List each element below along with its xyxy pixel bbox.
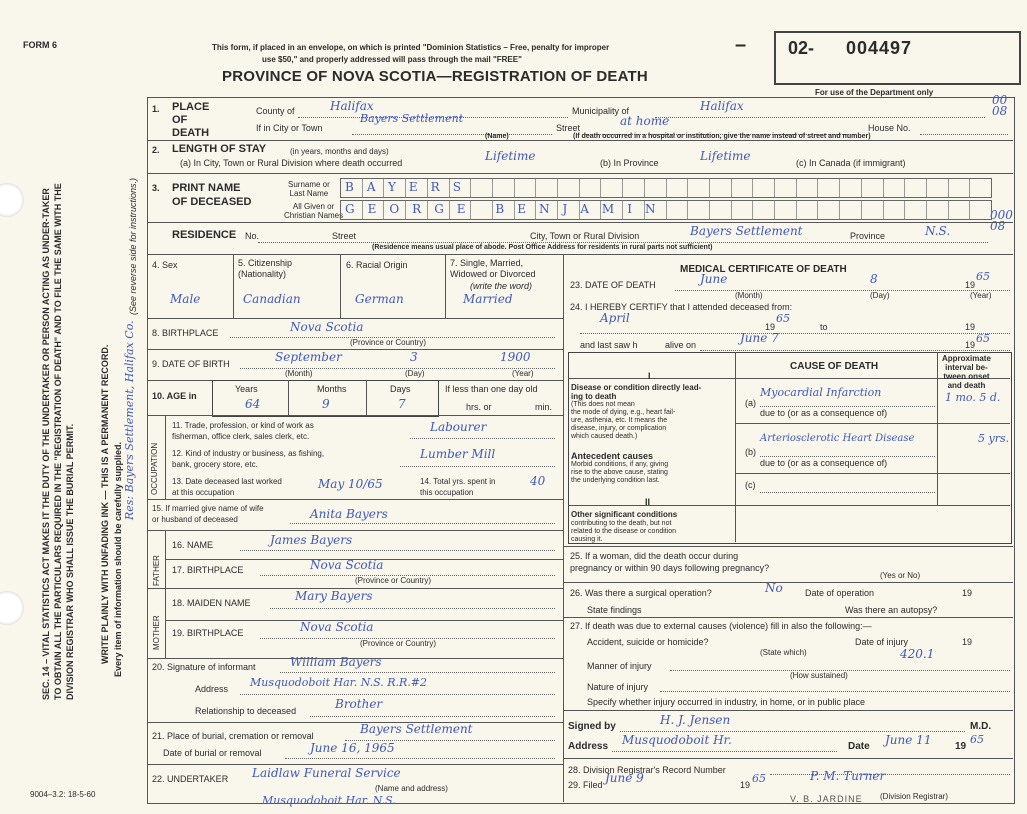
disease-note: (This does not mean the mode of dying, e.g., heart fail- ure, asthenia, etc. It means the disease, injury, or complication which caused death.) — [571, 401, 676, 440]
see-reverse-text: (See reverse side for instructions.) — [128, 177, 138, 315]
q22-value-2: Musquodoboit Har. N.S. — [262, 794, 396, 807]
registration-number-box — [774, 31, 1021, 85]
death-month-caption: (Month) — [735, 291, 763, 300]
q17-label: 17. BIRTHPLACE — [172, 565, 244, 575]
marital-value: Married — [463, 292, 513, 306]
signed-year: 65 — [970, 733, 984, 746]
cause-b-label: (b) — [745, 447, 756, 457]
q17-value: Nova Scotia — [310, 558, 384, 572]
q26-label: 26. Was there a surgical operation? — [570, 588, 712, 598]
q19-label: 19. BIRTHPLACE — [172, 628, 244, 638]
footer-code: 9004–3.2: 18-5-60 — [30, 790, 96, 799]
q27-label: 27. If death was due to external causes (violence) fill in also the following:— — [570, 621, 872, 631]
city-town-label: If in City or Town — [256, 123, 323, 133]
nature-label: Nature of injury — [587, 682, 649, 692]
physician-address-label: Address — [568, 741, 609, 752]
q16-label: 16. NAME — [172, 540, 214, 550]
signed-year-prefix: 19 — [955, 741, 967, 752]
death-day-caption: (Day) — [870, 291, 890, 300]
q23-label: 23. DATE OF DEATH — [570, 280, 656, 290]
every-item-text: Every item of information should be carefully supplied. — [113, 441, 123, 677]
attended-from-prefix: 19 — [765, 322, 776, 332]
registrar-stamp: V. B. JARDINE — [790, 794, 863, 804]
q19-caption: (Province or Country) — [360, 639, 437, 648]
death-month: June — [700, 272, 728, 286]
q12-value: Lumber Mill — [420, 447, 496, 461]
q22-label: 22. UNDERTAKER — [152, 774, 229, 784]
signed-by-label: Signed by — [568, 721, 616, 732]
last-saw-prefix: 19 — [965, 340, 976, 350]
q13-label: 13. Date deceased last worked at this occupation — [172, 477, 282, 497]
classification-code: 420.1 — [900, 647, 935, 661]
q22-value: Laidlaw Funeral Service — [252, 766, 401, 780]
industry-label: Specify whether injury occurred in industry, in home, or in public place — [587, 697, 865, 707]
cause-title: CAUSE OF DEATH — [790, 361, 879, 372]
min-label: min. — [535, 402, 553, 412]
q18-label: 18. MAIDEN NAME — [172, 598, 251, 608]
racial-origin-label: 6. Racial Origin — [346, 260, 408, 270]
signed-date-label: Date — [848, 741, 870, 752]
date-injury-label: Date of injury — [855, 637, 909, 647]
death-year: 65 — [976, 270, 990, 283]
municipality-label: Municipality of — [572, 106, 630, 116]
q18-value: Mary Bayers — [295, 589, 373, 603]
age-years-label: Years — [235, 384, 258, 394]
sex-label: 4. Sex — [152, 260, 178, 270]
q24-label: 24. I HEREBY CERTIFY that I attended deceased from: — [570, 302, 793, 312]
department-code-1: 00 08 — [992, 93, 1008, 118]
sex-value: Male — [170, 292, 201, 306]
age-label: 10. AGE in — [152, 391, 197, 401]
father-side-label: FATHER — [152, 555, 161, 586]
sec1-number: 1. — [152, 104, 160, 114]
q21-label: 21. Place of burial, cremation or removal — [152, 731, 314, 741]
dob-month: September — [275, 350, 342, 364]
residence-province-value: N.S. — [925, 224, 951, 238]
state-findings-label: State findings — [587, 605, 642, 615]
write-plainly-text: WRITE PLAINLY WITH UNFADING INK — THIS IS A PERMANENT RECORD. — [100, 344, 110, 664]
birthplace-value: Nova Scotia — [290, 320, 364, 334]
age-months-label: Months — [317, 384, 347, 394]
street-value: at home — [620, 114, 670, 128]
how-sustained-caption: (How sustained) — [790, 671, 848, 680]
age-months-value: 9 — [322, 397, 330, 411]
last-saw-label: and last saw h — [580, 340, 638, 350]
marital-label: 7. Single, Married, Widowed or Divorced — [450, 258, 536, 279]
other-conditions-note: contributing to the death, but not related to the disease or condition causing it. — [571, 520, 677, 543]
q29-label: 29. Filed — [568, 780, 603, 790]
other-conditions-label: Other significant conditions — [571, 510, 678, 519]
residence-city-value: Bayers Settlement — [690, 224, 803, 238]
dash-mark: – — [735, 34, 747, 56]
informant-address-value: Musquodoboit Har. N.S. R.R.#2 — [250, 676, 428, 689]
dob-day-caption: (Day) — [405, 369, 425, 378]
q13-value: May 10/65 — [318, 477, 383, 491]
hrs-label: hrs. or — [466, 402, 492, 412]
date-injury-prefix: 19 — [962, 637, 973, 647]
q14-value: 40 — [530, 474, 546, 488]
cause-a-interval: 1 mo. 5 d. — [945, 391, 1001, 404]
residence-province-label: Province — [850, 231, 886, 241]
physician-signature: H. J. Jensen — [660, 713, 731, 727]
filed-year-prefix: 19 — [740, 780, 751, 790]
q11-label: 11. Trade, profession, or kind of work as fisherman, office clerk, sales clerk, etc. — [172, 421, 314, 441]
length-of-stay-label: LENGTH OF STAY — [172, 143, 267, 155]
dob-month-caption: (Month) — [285, 369, 313, 378]
filed-date: June 9 — [605, 771, 644, 785]
registrar-signature: P. M. Turner — [810, 769, 886, 783]
cause-a-label: (a) — [745, 398, 756, 408]
print-name-label: PRINT NAME OF DECEASED — [172, 182, 252, 208]
antecedent-label: Antecedent causes — [571, 451, 654, 461]
cause-b-value: Arteriosclerotic Heart Disease — [760, 433, 915, 444]
stay-canada-label: (c) In Canada (if immigrant) — [796, 158, 906, 168]
department-code-2: 000 08 — [990, 208, 1013, 233]
dob-label: 9. DATE OF BIRTH — [152, 359, 230, 369]
age-days-value: 7 — [398, 397, 406, 411]
interval-label: Approximate interval be- tween onset and death — [942, 354, 991, 390]
envelope-note-1: This form, if placed in an envelope, on which is printed "Dominion Statistics – Free, penalty for improper — [212, 43, 610, 52]
due-to-2: due to (or as a consequence of) — [760, 458, 888, 468]
age-years-value: 64 — [245, 397, 261, 411]
q21-value: Bayers Settlement — [360, 722, 473, 736]
residence-street-label: Street — [332, 231, 357, 241]
md-label: M.D. — [970, 721, 992, 732]
statute-text: SEC. 14 – VITAL STATISTICS ACT MAKES IT THE DUTY OF THE UNDERTAKER OR PERSON ACTING AS UNDER-TAKER TO OBTAIN ALL THE PARTICULARS REQUIRED IN THE "REGISTRATION OF DEATH" AND TO FILE THE SAME WITH THE DIVISION REGISTRAR WHO SHALL ISSUE THE BURIAL PERMIT. — [41, 183, 75, 700]
date-burial-value: June 16, 1965 — [310, 741, 395, 755]
q14-label: 14. Total yrs. spent in this occupation — [420, 477, 496, 497]
residence-note: (Residence means usual place of abode. Post Office Address for residents in rural parts not sufficient) — [372, 244, 713, 251]
hospital-note: (If death occurred in a hospital or institution, give the name instead of street and number) — [573, 133, 871, 140]
registrar-caption: (Division Registrar) — [880, 792, 949, 801]
city-town-value: Bayers Settlement — [360, 112, 464, 125]
municipality-value: Halifax — [700, 99, 744, 113]
death-day: 8 — [870, 272, 878, 286]
sec3-number: 3. — [152, 183, 160, 193]
relationship-label: Relationship to deceased — [195, 706, 297, 716]
medical-title: MEDICAL CERTIFICATE OF DEATH — [680, 264, 847, 275]
last-saw-date: June 7 — [740, 331, 779, 345]
informant-address-label: Address — [195, 684, 229, 694]
occupation-side-label: OCCUPATION — [150, 442, 159, 495]
sec2-number: 2. — [152, 145, 160, 155]
county-label: County of — [256, 106, 295, 116]
house-number-label: House No. — [868, 123, 911, 133]
q20-value: William Bayers — [290, 655, 382, 669]
residence-no-label: No. — [245, 231, 260, 241]
residence-city-label: City, Town or Rural Division — [530, 231, 640, 241]
cause-b-interval: 5 yrs. — [978, 432, 1010, 445]
given-names-value: GEORGE BENJAMIN — [345, 202, 669, 216]
q25-label: 25. If a woman, did the death occur during pregnancy or within 90 days following pregnancy? — [570, 551, 770, 573]
death-year-caption: (Year) — [970, 291, 992, 300]
street-label: Street — [556, 123, 581, 133]
q17-caption: (Province or Country) — [355, 576, 432, 585]
marital-sub: (write the word) — [470, 281, 533, 291]
name-caption: (Name) — [485, 133, 509, 140]
due-to-1: due to (or as a consequence of) — [760, 408, 888, 418]
last-saw-year: 65 — [976, 332, 990, 345]
attended-from: April — [600, 311, 630, 325]
alive-on-label: alive on — [665, 340, 697, 350]
yes-no-caption: (Yes or No) — [880, 571, 921, 580]
q19-value: Nova Scotia — [300, 620, 374, 634]
attended-to-prefix: 19 — [965, 322, 976, 332]
form-number: FORM 6 — [23, 40, 58, 50]
citizenship-value: Canadian — [243, 292, 301, 306]
attended-to-label: to — [820, 322, 828, 332]
racial-origin-value: German — [355, 292, 404, 306]
surname-label: Surname or Last Name — [288, 180, 330, 198]
length-of-stay-sub: (in years, months and days) — [290, 147, 389, 156]
filed-year: 65 — [752, 772, 766, 785]
q15-label: 15. If married give name of wife or husband of deceased — [152, 504, 264, 524]
state-which-caption: (State which) — [760, 648, 807, 657]
margin-handwritten-note: Res: Bayers Settlement, Halifax Co. — [123, 320, 136, 520]
department-use-label: For use of the Department only — [815, 88, 934, 97]
attended-from-year: 65 — [776, 312, 790, 325]
q28-label: 28. Division Registrar's Record Number — [568, 765, 726, 775]
cause-c-label: (c) — [745, 480, 756, 490]
physician-address-value: Musquodoboit Hr. — [622, 733, 732, 747]
q26-value: No — [765, 581, 783, 595]
cause-a-value: Myocardial Infarction — [760, 386, 882, 399]
punch-hole-top — [0, 183, 24, 217]
stay-province-value: Lifetime — [700, 149, 751, 163]
stay-city-value: Lifetime — [485, 149, 536, 163]
form-title: PROVINCE OF NOVA SCOTIA—REGISTRATION OF DEATH — [222, 68, 648, 85]
place-of-death-label: PLACE OF DEATH — [172, 101, 210, 139]
q16-value: James Bayers — [270, 533, 353, 547]
birthplace-label: 8. BIRTHPLACE — [152, 328, 219, 338]
q20-label: 20. Signature of informant — [152, 662, 256, 672]
date-operation-label: Date of operation — [805, 588, 875, 598]
q11-value: Labourer — [430, 420, 487, 434]
citizenship-label: 5. Citizenship (Nationality) — [238, 258, 293, 279]
envelope-note-2: use $50," and properly addressed will pass through the mail "FREE" — [262, 55, 522, 64]
dob-year-caption: (Year) — [512, 369, 534, 378]
county-value: Halifax — [330, 99, 374, 113]
stay-province-label: (b) In Province — [600, 158, 659, 168]
birthplace-caption: (Province or Country) — [350, 338, 427, 347]
part-one-label: I — [648, 371, 651, 381]
signed-date-value: June 11 — [885, 733, 932, 747]
registration-prefix: 02- — [788, 38, 815, 58]
manner-label: Manner of injury — [587, 661, 652, 671]
q12-label: 12. Kind of industry or business, as fishing, bank, grocery store, etc. — [172, 449, 325, 469]
accident-label: Accident, suicide or homicide? — [587, 637, 709, 647]
antecedent-note: Morbid conditions, if any, giving rise to the above cause, stating the underlying condition last. — [571, 461, 669, 484]
age-days-label: Days — [390, 384, 411, 394]
stay-city-label: (a) In City, Town or Rural Division where death occurred — [180, 158, 403, 168]
relationship-value: Brother — [335, 697, 383, 711]
registration-number: 004497 — [846, 38, 913, 58]
punch-hole-bottom — [0, 591, 24, 625]
residence-label: RESIDENCE — [172, 229, 237, 241]
less-than-day-label: If less than one day old — [445, 384, 538, 394]
given-names-label: All Given or Christian Names — [284, 202, 344, 220]
dob-year: 1900 — [500, 350, 531, 364]
date-operation-prefix: 19 — [962, 588, 973, 598]
q15-value: Anita Bayers — [310, 507, 388, 521]
disease-label: Disease or condition directly lead- ing to death — [571, 383, 702, 401]
name-address-caption: (Name and address) — [375, 784, 448, 793]
death-year-prefix: 19 — [965, 280, 976, 290]
mother-side-label: MOTHER — [152, 615, 161, 650]
surname-value: BAYERS — [345, 180, 474, 194]
dob-day: 3 — [410, 350, 418, 364]
autopsy-label: Was there an autopsy? — [845, 605, 938, 615]
part-two-label: II — [645, 497, 651, 507]
date-burial-label: Date of burial or removal — [163, 748, 262, 758]
